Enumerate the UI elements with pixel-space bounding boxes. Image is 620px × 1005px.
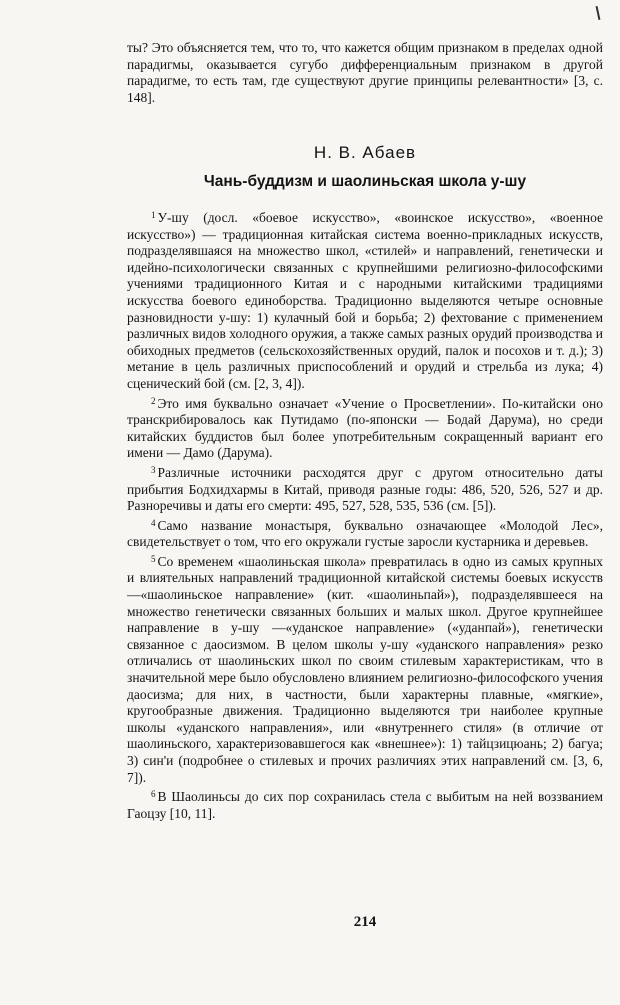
footnote-5 <box>127 551 603 786</box>
article-title: Чань-буддизм и шаолиньская школа у-шу <box>203 173 527 190</box>
footnote-4 <box>127 515 603 551</box>
footnote-number: 1 <box>151 210 156 220</box>
footnote-number: 5 <box>151 553 156 564</box>
footnote-6 <box>127 786 603 822</box>
page-number: 214 <box>353 914 377 930</box>
footnotes <box>127 207 603 822</box>
footnote-text: У-шу (досл. «боевое искусство», «воинское искусство», «военное искусство») — традиционная китайская система военно-прикладных искусств, подразделявшаяся на множество школ, «стилей» и направлений, генетически и идейно-психологически связанных с крупнейшими религиозно-философскими учениями традиционного Китая и с народными китайскими традициями искусства боевого единоборства. Традиционно выделяются четыре основные разновидности у-шу: 1) кулачный бой и борьба; 2) фехтование с применением различных видов холодного оружия, а также самых разных орудий производства и обиходных предметов (сельскохозяйственных орудий, палок и посохов и т. д.); 3) метание в цель различных приспособлений и орудий и стрельба из лука; 4) сценический бой (см. [2, 3, 4]). <box>127 210 603 391</box>
footnote-1 <box>127 207 603 393</box>
footnote-number: 3 <box>151 464 156 475</box>
page-edge-mark <box>596 6 601 20</box>
footnote-text: Со временем «шаолиньская школа» превратилась в одно из самых крупных и влиятельных направлений традиционной китайской системы боевых искусств —«шаолиньское направление» (кит. «шаолиньпай»), подразделявшееся на множество генетически связанных больших и малых школ. Другое крупнейшее направление в у-шу —«уданское направление» («уданпай»), генетически связанное с даосизмом. В целом школы у-шу «уданского направления» резко отличались от шаолиньских школ по своим стилевым характеристикам, что в значительной мере было обусловлено влиянием религиозно-философского учения даосизма; для них, в частности, были характерны плавные, «мягкие», кругообразные движения. Традиционно выделяются три наиболее крупные школы «уданского направления», или «внутреннего стиля» (в отличие от шаолиньского, характеризовавшегося как «внешнее»): 1) тайцзицюань; 2) багуа; 3) син'и (подробнее о стилевых и прочих различиях этих направлений см. [3, 6, 7]). <box>127 553 603 785</box>
footnote-number: 2 <box>151 395 156 406</box>
intro-paragraph <box>127 40 603 106</box>
footnote-text: Это имя буквально означает «Учение о Просветлении». По-китайски оно транскрибировалось как Путидамо (по-японски — Бодай Дарума), но среди китайских буддистов был более употребительным сокращенный вариант его имени — Дамо (Дарума). <box>127 395 603 461</box>
footnote-2 <box>127 393 603 462</box>
footnote-text: Различные источники расходятся друг с другом относительно даты прибытия Бодхидхармы в Китай, приводя разные годы: 486, 520, 526, 527 и др. Разноречивы и даты его смерти: 495, 527, 528, 535, 536 (см. [5]). <box>127 464 603 514</box>
footnote-number: 6 <box>151 789 156 800</box>
intro-text: ты? Это объясняется тем, что то, что кажется общим признаком в пределах одной парадигмы, оказывается сугубо дифференциальным признаком в другой парадигме, то есть там, где существуют другие принципы релевантности» [3, с. 148]. <box>127 40 603 105</box>
footnote-3 <box>127 462 603 515</box>
footnote-text: В Шаолиньсы до сих пор сохранилась стела с выбитым на ней воззванием Гаоцзу [10, 11]. <box>127 789 603 821</box>
article-author: Н. В. Абаев <box>313 143 417 162</box>
footnote-text: Само название монастыря, буквально означающее «Молодой Лес», свидетельствует о том, что его окружали густые заросли кустарника и деревьев. <box>127 517 603 550</box>
footnote-number: 4 <box>151 517 156 528</box>
